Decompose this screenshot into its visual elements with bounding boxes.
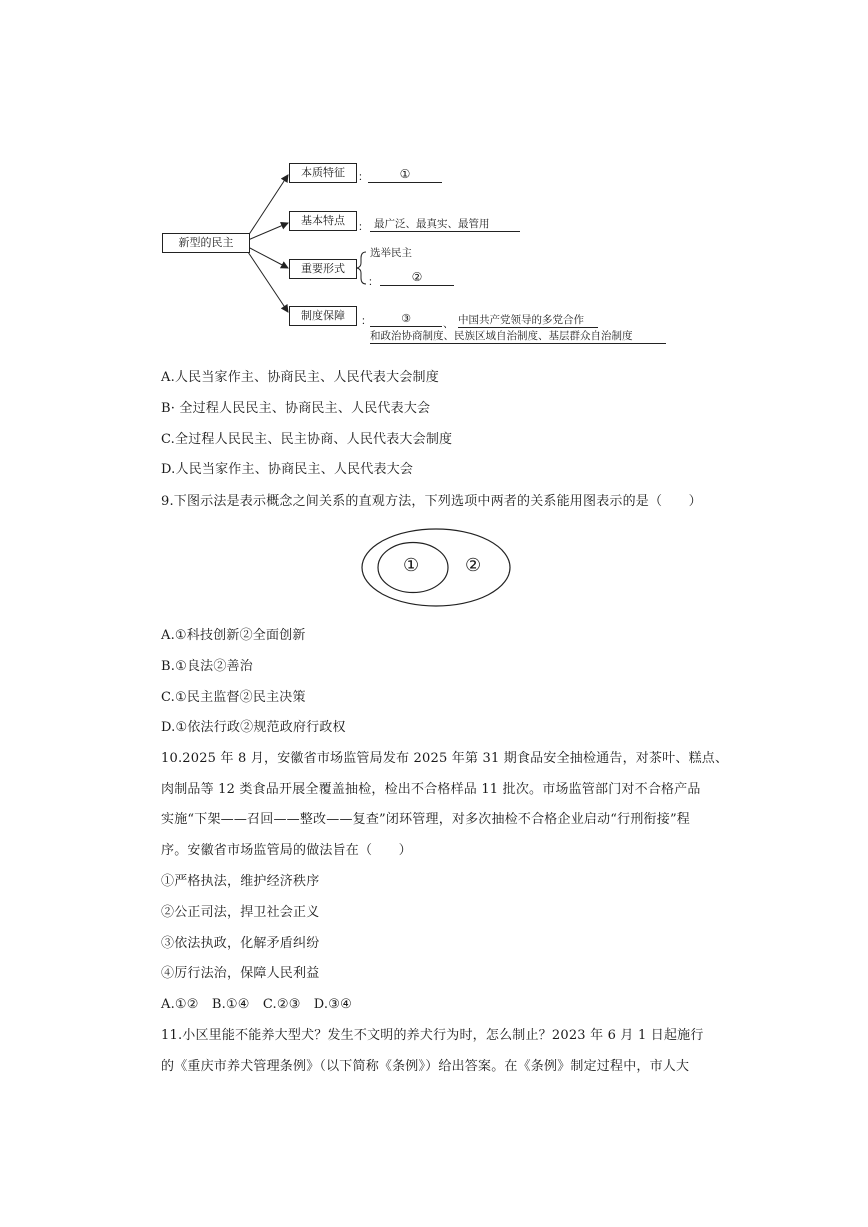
q10-item-1: ①严格执法，维护经济秩序 [161,874,320,889]
q9-stem: 9.下图示法是表示概念之间关系的直观方法，下列选项中两者的关系能用图表示的是（ ） [161,494,702,509]
branch-essence-box: 本质特征 [289,163,357,183]
feature-text: 最广泛、最真实、最管用 [370,217,520,232]
q10-stem-line3: 实施“下架——召回——整改——复查”闭环管理，对多次抽检不合格企业启动“行刑衔接”程 [161,812,690,827]
blank-3: ③ [370,312,442,327]
q11-stem-line1: 11.小区里能不能养大型犬？发生不文明的养犬行为时，怎么制止？2023 年 6 月 1 日起施行 [161,1028,704,1043]
branch-institution-box: 制度保障 [289,306,357,326]
q8-option-b: B· 全过程人民民主、协商民主、人民代表大会 [161,401,431,416]
branch-feature-colon: ： [358,221,369,233]
q11-stem-line2: 的《重庆市养犬管理条例》（以下简称《条例》）给出答案。在《条例》制定过程中，市人大 [161,1059,690,1074]
q9-option-b: B.①良法②善治 [161,659,253,674]
blank-2: ② [380,269,454,286]
q8-option-d: D.人民当家作主、协商民主、人民代表大会 [161,462,414,477]
q10-options: A.①② B.①④ C.②③ D.③④ [161,997,352,1012]
branch-essence-colon: ： [358,171,369,183]
root-concept-box: 新型的民主 [162,233,250,253]
q10-stem-line2: 肉制品等 12 类食品开展全覆盖抽检，检出不合格样品 11 批次。市场监管部门对不合格产品 [161,782,701,797]
inner-circle-label: ① [403,555,420,576]
q10-stem-line1: 10.2025 年 8 月，安徽省市场监管局发布 2025 年第 31 期食品安全抽检通告，对茶叶、糕点、 [161,751,729,766]
q9-option-d: D.①依法行政②规范政府行政权 [161,720,346,735]
q8-option-c: C.全过程人民民主、民主协商、人民代表大会制度 [161,432,453,447]
branch-form-colon: ： [368,276,379,288]
venn-ellipses [361,528,511,607]
q9-option-a: A.①科技创新②全面创新 [161,628,306,643]
concept-venn-diagram [361,528,511,607]
q10-item-2: ②公正司法，捍卫社会正义 [161,905,320,920]
election-democracy-text: 选举民主 [370,247,412,259]
q10-stem-line4: 序。安徽省市场监管局的做法旨在（ ） [161,843,412,858]
q10-item-4: ④厉行法治，保障人民利益 [161,966,320,981]
q8-option-a: A.人民当家作主、协商民主、人民代表大会制度 [161,370,439,385]
q9-option-c: C.①民主监督②民主决策 [161,690,306,705]
blank-1: ① [368,166,442,183]
institution-text-line1: 中国共产党领导的多党合作 [458,314,598,328]
q10-item-3: ③依法执政，化解矛盾纠纷 [161,936,320,951]
branch-institution-colon: ： [361,315,372,327]
outer-circle-label: ② [465,555,482,576]
branch-feature-box: 基本特点 [289,211,357,231]
institution-text-line2: 和政治协商制度、民族区域自治制度、基层群众自治制度 [370,329,666,344]
branch-form-box: 重要形式 [289,259,357,279]
dun-separator: 、 [443,318,454,330]
